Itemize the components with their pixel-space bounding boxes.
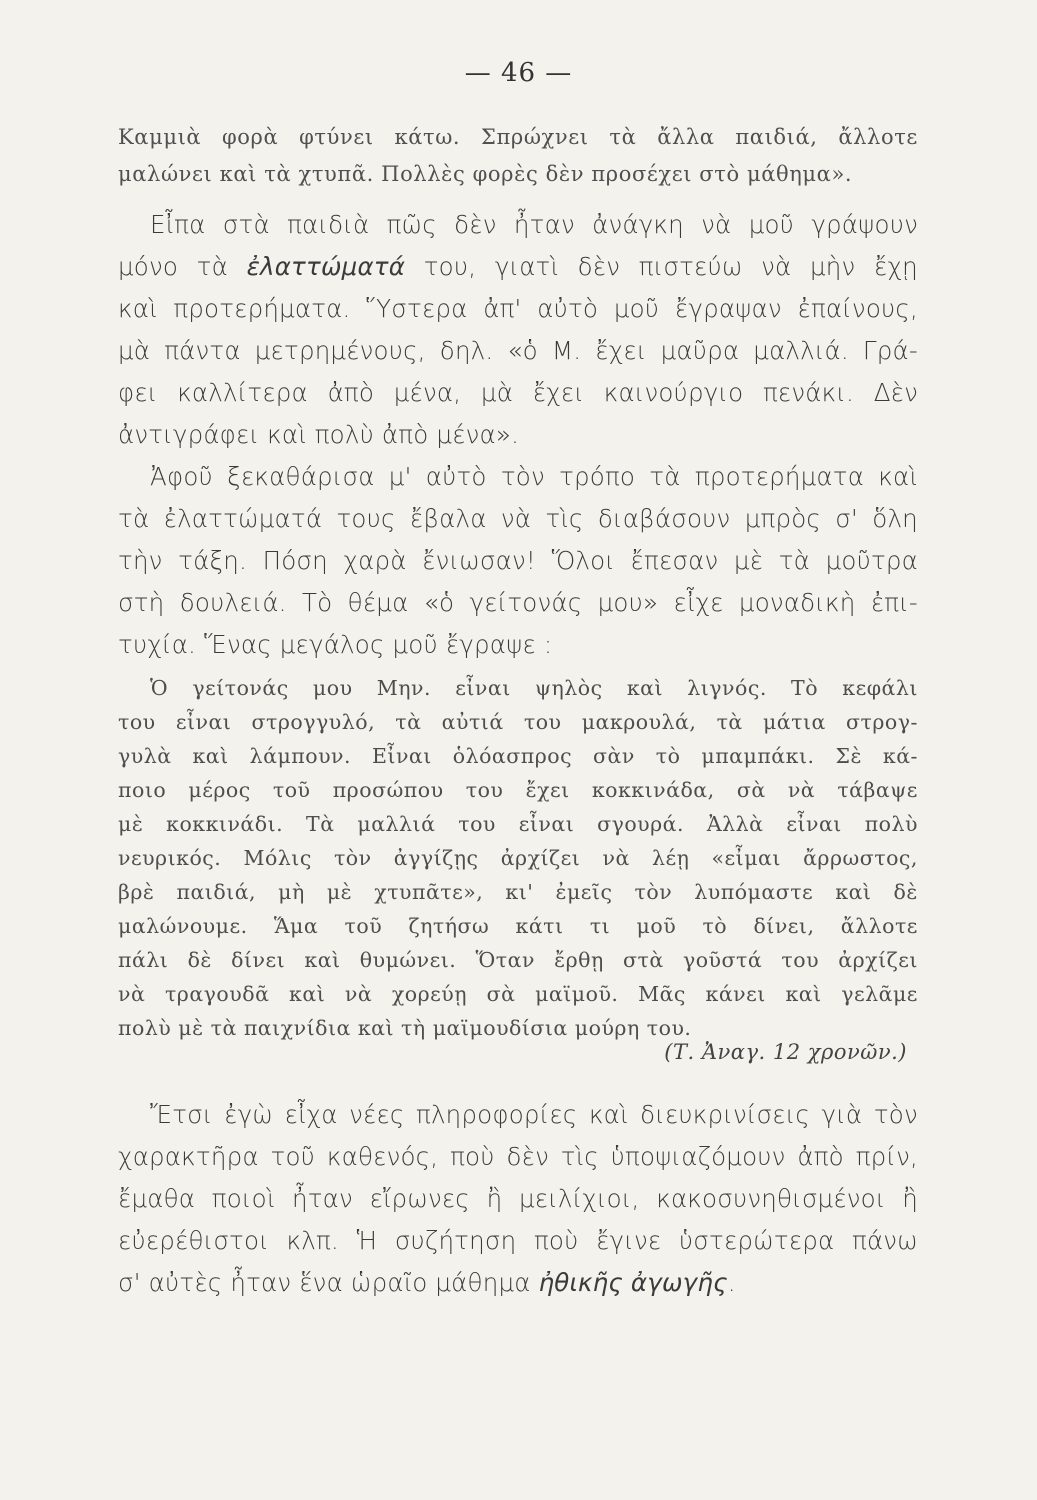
text-line: Καμμιὰ φορὰ φτύνει κάτω. Σπρώχνει τὰ ἄλλα παιδιά, ἄλλοτε bbox=[118, 125, 918, 149]
quote-signature: (Τ. Ἀναγ. 12 χρονῶν.) bbox=[664, 1040, 907, 1064]
text-line: εὐερέθιστοι κλπ. Ἡ συζήτηση ποὺ ἔγινε ὑστερώτερα πάνω bbox=[118, 1226, 918, 1255]
text-line: του εἶναι στρογγυλό, τὰ αὐτιά του μακρουλά, τὰ μάτια στρογ- bbox=[118, 710, 918, 734]
text-line: ἔμαθα ποιοὶ ἦταν εἴρωνες ἢ μειλίχιοι, κακοσυνηθισμένοι ἢ bbox=[118, 1184, 918, 1213]
text-line: τυχία. Ἕνας μεγάλος μοῦ ἔγραψε : bbox=[118, 630, 553, 659]
text-line: ποιο μέρος τοῦ προσώπου του ἔχει κοκκινάδα, σὰ νὰ τάβαψε bbox=[118, 778, 918, 802]
text-line: σ' αὐτὲς ἦταν ἕνα ὡραῖο μάθημα ἠθικῆς ἀγωγῆς. bbox=[118, 1268, 736, 1297]
text-line: γυλὰ καὶ λάμπουν. Εἶναι ὁλόασπρος σὰν τὸ μπαμπάκι. Σὲ κά- bbox=[118, 744, 918, 768]
text-line: ἀντιγράφει καὶ πολὺ ἀπὸ μένα». bbox=[118, 420, 520, 449]
text-line: πολὺ μὲ τὰ παιχνίδια καὶ τὴ μαϊμουδίσια μούρη του. bbox=[118, 1016, 692, 1040]
text-line: μαλώνει καὶ τὰ χτυπᾶ. Πολλὲς φορὲς δὲν προσέχει στὸ μάθημα». bbox=[118, 162, 853, 186]
text-line: τὴν τάξη. Πόση χαρὰ ἔνιωσαν! Ὅλοι ἔπεσαν μὲ τὰ μοῦτρα bbox=[118, 546, 918, 575]
text-line: καὶ προτερήματα. Ὕστερα ἀπ' αὐτὸ μοῦ ἔγραψαν ἐπαίνους, bbox=[118, 294, 918, 323]
text-line: μόνο τὰ ἐλαττώματά του, γιατὶ δὲν πιστεύω νὰ μὴν ἔχῃ bbox=[118, 252, 918, 281]
text-line: τὰ ἐλαττώματά τους ἔβαλα νὰ τὶς διαβάσουν μπρὸς σ' ὅλη bbox=[118, 504, 918, 533]
text-line: στὴ δουλειά. Τὸ θέμα «ὁ γείτονάς μου» εἶχε μοναδικὴ ἐπι- bbox=[118, 588, 918, 617]
text-line: βρὲ παιδιά, μὴ μὲ χτυπᾶτε», κι' ἐμεῖς τὸν λυπόμαστε καὶ δὲ bbox=[118, 880, 918, 904]
text-line: χαρακτῆρα τοῦ καθενός, ποὺ δὲν τὶς ὑποψιαζόμουν ἀπὸ πρίν, bbox=[118, 1142, 918, 1171]
text-line: Ἔτσι ἐγὼ εἶχα νέες πληροφορίες καὶ διευκρινίσεις γιὰ τὸν bbox=[150, 1100, 918, 1129]
text-line: φει καλλίτερα ἀπὸ μένα, μὰ ἔχει καινούργιο πενάκι. Δὲν bbox=[118, 378, 918, 407]
text-line: μὲ κοκκινάδι. Τὰ μαλλιά του εἶναι σγουρά. Ἀλλὰ εἶναι πολὺ bbox=[118, 812, 918, 836]
text-line: Ἀφοῦ ξεκαθάρισα μ' αὐτὸ τὸν τρόπο τὰ προτερήματα καὶ bbox=[150, 462, 918, 491]
text-line: Ὁ γείτονάς μου Μην. εἶναι ψηλὸς καὶ λιγνός. Τὸ κεφάλι bbox=[150, 676, 918, 700]
text-line: νὰ τραγουδᾶ καὶ νὰ χορεύῃ σὰ μαϊμοῦ. Μᾶς κάνει καὶ γελᾶμε bbox=[118, 982, 918, 1006]
text-line: μὰ πάντα μετρημένους, δηλ. «ὁ Μ. ἔχει μαῦρα μαλλιά. Γρά- bbox=[118, 336, 918, 365]
text-line: Εἶπα στὰ παιδιὰ πῶς δὲν ἦταν ἀνάγκη νὰ μοῦ γράψουν bbox=[150, 210, 918, 239]
text-line: μαλώνουμε. Ἅμα τοῦ ζητήσω κάτι τι μοῦ τὸ δίνει, ἄλλοτε bbox=[118, 914, 918, 938]
page-number: — 46 — bbox=[464, 58, 573, 88]
text-line: νευρικός. Μόλις τὸν ἀγγίζῃς ἀρχίζει νὰ λέῃ «εἶμαι ἄρρωστος, bbox=[118, 846, 918, 870]
text-line: πάλι δὲ δίνει καὶ θυμώνει. Ὅταν ἔρθῃ στὰ γοῦστά του ἀρχίζει bbox=[118, 948, 918, 972]
